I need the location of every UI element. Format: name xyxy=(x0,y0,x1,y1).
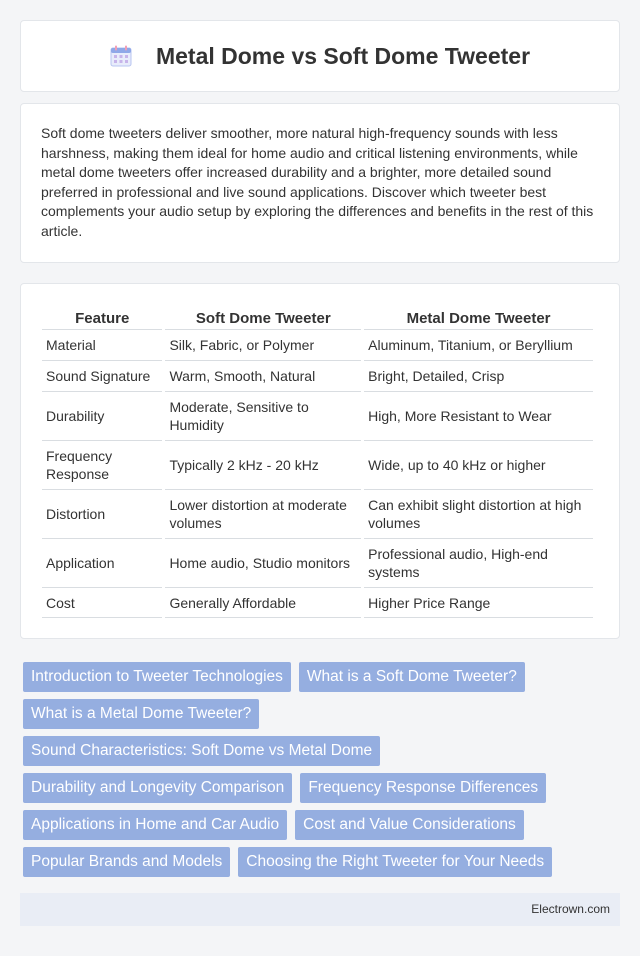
table-row xyxy=(42,392,593,441)
tag-soft-dome[interactable]: What is a Soft Dome Tweeter? xyxy=(299,662,525,692)
tag-popular-brands[interactable]: Popular Brands and Models xyxy=(23,847,230,877)
tag-durability[interactable]: Durability and Longevity Comparison xyxy=(23,773,292,803)
footer xyxy=(20,893,620,926)
tag-frequency-response[interactable]: Frequency Response Differences xyxy=(300,773,546,803)
feature-cell: Frequency Response xyxy=(42,441,162,490)
footer-brand: Electrown.com xyxy=(531,902,610,916)
feature-cell: Sound Signature xyxy=(42,361,162,392)
table-row xyxy=(42,441,593,490)
table-row xyxy=(42,539,593,588)
header-metal-dome: Metal Dome Tweeter xyxy=(364,302,593,330)
feature-cell: Cost xyxy=(42,588,162,618)
soft-dome-cell: Typically 2 kHz - 20 kHz xyxy=(165,441,361,490)
header-soft-dome: Soft Dome Tweeter xyxy=(165,302,361,330)
metal-dome-cell: Aluminum, Titanium, or Beryllium xyxy=(364,330,593,361)
soft-dome-cell: Lower distortion at moderate volumes xyxy=(165,490,361,539)
tag-cost-value[interactable]: Cost and Value Considerations xyxy=(295,810,524,840)
metal-dome-cell: Higher Price Range xyxy=(364,588,593,618)
table-row xyxy=(42,490,593,539)
feature-cell: Material xyxy=(42,330,162,361)
tag-row xyxy=(20,699,620,729)
table-row xyxy=(42,588,593,618)
soft-dome-cell: Generally Affordable xyxy=(165,588,361,618)
tag-row xyxy=(20,847,620,877)
tag-choosing-tweeter[interactable]: Choosing the Right Tweeter for Your Needs xyxy=(238,847,552,877)
comparison-table xyxy=(39,302,596,618)
comparison-table-card xyxy=(20,283,620,639)
tag-row xyxy=(20,662,620,692)
title-card xyxy=(20,20,620,92)
metal-dome-cell: High, More Resistant to Wear xyxy=(364,392,593,441)
metal-dome-cell: Professional audio, High-end systems xyxy=(364,539,593,588)
soft-dome-cell: Warm, Smooth, Natural xyxy=(165,361,361,392)
feature-cell: Distortion xyxy=(42,490,162,539)
metal-dome-cell: Bright, Detailed, Crisp xyxy=(364,361,593,392)
table-row xyxy=(42,330,593,361)
tag-row xyxy=(20,736,620,766)
feature-cell: Application xyxy=(42,539,162,588)
intro-paragraph: Soft dome tweeters deliver smoother, more natural high-frequency sounds with less harshness, making them ideal for home audio and critical listening environments, while metal dome tweeters offer increased durability and a brighter, more detailed sound preferred in professional and live sound applications. Discover which tweeter best complements your audio setup by exploring the differences and benefits in the rest of this article. xyxy=(41,125,594,239)
table-row xyxy=(42,361,593,392)
tag-metal-dome[interactable]: What is a Metal Dome Tweeter? xyxy=(23,699,259,729)
soft-dome-cell: Silk, Fabric, or Polymer xyxy=(165,330,361,361)
intro-card xyxy=(20,103,620,263)
tag-row xyxy=(20,810,620,840)
metal-dome-cell: Can exhibit slight distortion at high volumes xyxy=(364,490,593,539)
tag-sound-characteristics[interactable]: Sound Characteristics: Soft Dome vs Metal Dome xyxy=(23,736,380,766)
page-title: Metal Dome vs Soft Dome Tweeter xyxy=(155,42,531,69)
soft-dome-cell: Moderate, Sensitive to Humidity xyxy=(165,392,361,441)
table-header-row xyxy=(42,302,593,330)
metal-dome-cell: Wide, up to 40 kHz or higher xyxy=(364,441,593,490)
tag-row xyxy=(20,773,620,803)
tag-applications[interactable]: Applications in Home and Car Audio xyxy=(23,810,287,840)
topic-tags xyxy=(20,662,620,884)
feature-cell: Durability xyxy=(42,392,162,441)
tag-introduction[interactable]: Introduction to Tweeter Technologies xyxy=(23,662,291,692)
header-feature: Feature xyxy=(42,302,162,330)
calendar-icon xyxy=(110,45,132,67)
soft-dome-cell: Home audio, Studio monitors xyxy=(165,539,361,588)
